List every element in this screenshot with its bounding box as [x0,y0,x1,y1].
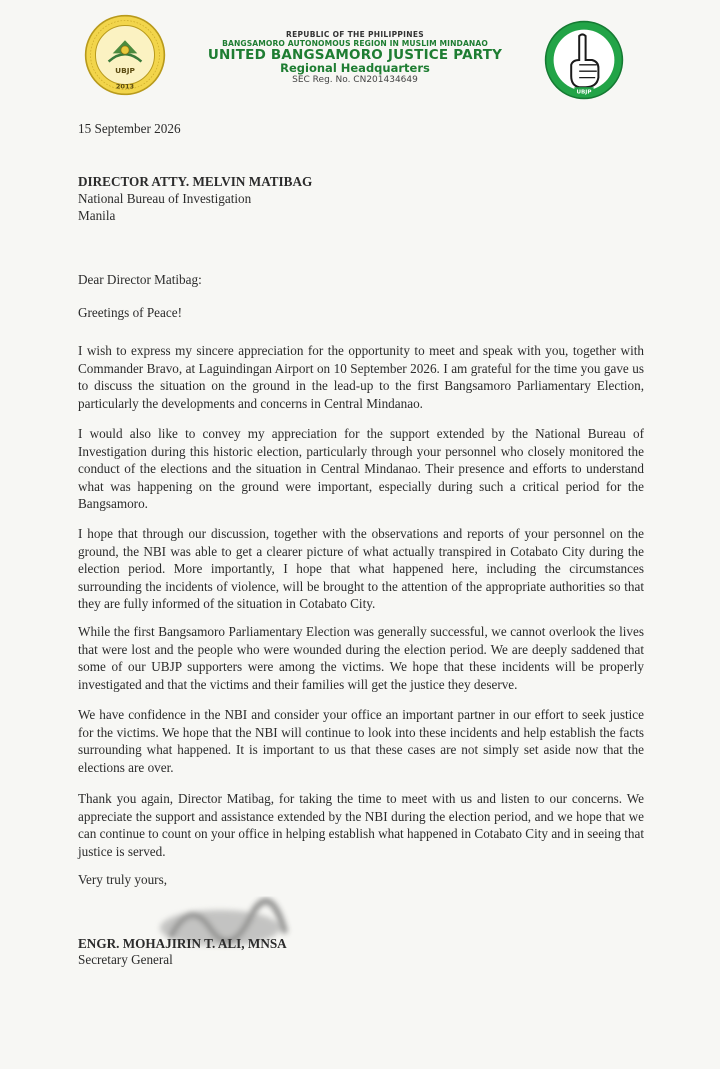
party-name: UNITED BANGSAMORO JUSTICE PARTY [207,47,503,63]
letter-date: 15 September 2026 [78,121,181,136]
office-line: Regional Headquarters [280,61,430,75]
republic-line: REPUBLIC OF THE PHILIPPINES [286,30,424,39]
signer-title: Secretary General [78,952,173,967]
recipient-organization: National Bureau of Investigation [78,191,252,206]
salutation: Dear Director Matibag: [78,272,202,287]
letterhead [170,30,540,86]
recipient-block [78,173,644,224]
body-paragraph-4: While the first Bangsamoro Parliamentary Election was generally successful, we cannot overlook the lives that were lost and the people who were wounded during the election period. We are deeply saddened that some of our UBJP supporters were among the victims. We hope that these incidents will be properly investigated and that the victims and their families will get the justice they deserve. [78,624,644,692]
body-paragraph-2: I would also like to convey my appreciation for the support extended by the National Bureau of Investigation during this historic election, particularly through your personnel who closely monitored the conduct of the elections and the situation in Central Mindanao. Their presence and efforts to understand what was happening on the ground were important, especially during such a critical period for the Bangsamoro. [78,426,644,512]
signer-block [78,936,644,968]
body-paragraph-5: We have confidence in the NBI and consider your office an important partner in our effort to seek justice for the victims. We hope that the NBI will continue to look into these incidents and help establish the facts surrounding what happened. It is important to us that these cases are not simply set aside now that the elections are over. [78,707,644,775]
svg-text:2013: 2013 [115,82,135,91]
signer-name: ENGR. MOHAJIRIN T. ALI, MNSA [78,936,287,951]
recipient-city: Manila [78,208,116,223]
recipient-name: DIRECTOR ATTY. MELVIN MATIBAG [78,174,313,189]
sec-registration: SEC Reg. No. CN201434649 [292,75,418,85]
region-line: BANGSAMORO AUTONOMOUS REGION IN MUSLIM MINDANAO [222,39,488,48]
ubjp-seal-left-icon [84,14,166,96]
closing: Very truly yours, [78,872,168,887]
body-paragraph-1: I wish to express my sincere appreciation for the opportunity to meet and speak with you, together with Commander Bravo, at Laguindingan Airport on 10 September 2026. I am grateful for the time you gave us to discuss the situation on the ground in the lead-up to the first Bangsamoro Parliamentary Election, particularly the developments and concerns in Central Mindanao. [78,343,644,411]
body-paragraph-3: I hope that through our discussion, together with the observations and reports of your personnel on the ground, the NBI was able to get a clearer picture of what actually transpired in Cotabato City during the election period. More importantly, I hope that what happened here, including the circumstances surrounding the incidents of violence, will be brought to the attention of the appropriate authorities so that they are fully informed of the situation in Cotabato City. [78,526,644,612]
greeting: Greetings of Peace! [78,305,182,320]
svg-text:UBJP: UBJP [576,89,592,96]
body-paragraph-6: Thank you again, Director Matibag, for taking the time to meet with us and listen to our concerns. We appreciate the support and assistance extended by the NBI during the election period, and we hope that we can continue to count on your office in helping establish what happened in Cotabato City and in seeing that justice is served. [78,791,644,859]
svg-text:UBJP: UBJP [115,66,135,76]
ubjp-finger-seal-icon [544,20,624,100]
